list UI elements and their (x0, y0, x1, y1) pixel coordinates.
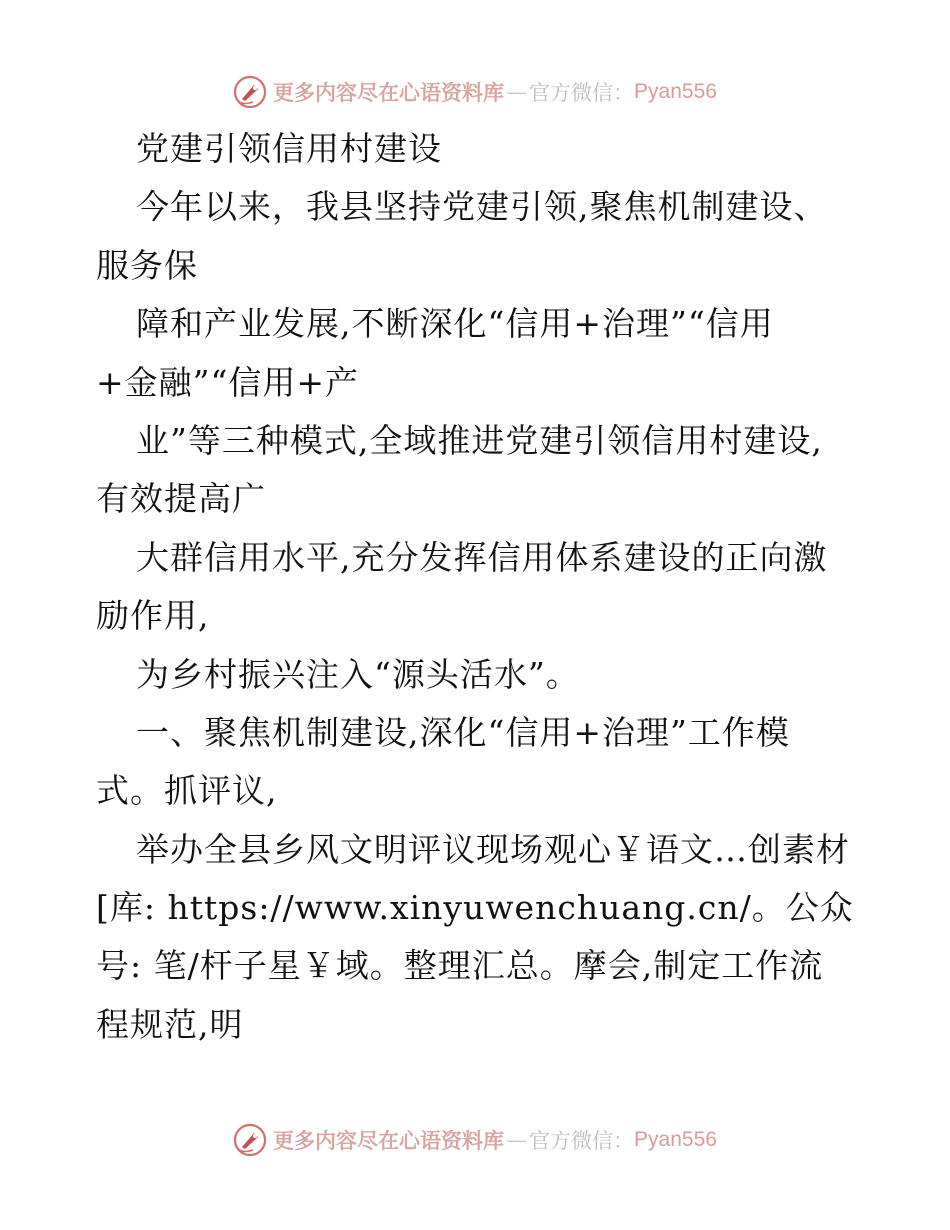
paragraph-line: 举办全县乡风文明评议现场观心￥语文…创素材 (136, 829, 850, 869)
paragraph-line: 有效提高广 (96, 479, 266, 519)
paragraph-line: 励作用, (96, 596, 210, 636)
watermark-wechat-id: Pyan556 (634, 1128, 717, 1151)
watermark-wechat-label: 官方微信： (529, 81, 635, 105)
watermark-text: 更多内容尽在心语资料库 (273, 1128, 505, 1153)
watermark-dash: — (506, 1128, 528, 1152)
watermark-dash: — (506, 80, 528, 104)
document-title: 党建引领信用村建设 (136, 129, 442, 168)
watermark-wechat-label: 官方微信： (529, 1129, 635, 1153)
paragraph-line: 为乡村振兴注入“源头活水”。 (136, 654, 580, 694)
paragraph-line: [库: https://www.xinyuwenchuang.cn/。公众 (96, 888, 854, 928)
document-body (96, 120, 856, 1054)
paragraph-line: 号: 笔/杆子星￥域。整理汇总。摩会,制定工作流 (96, 946, 824, 986)
paragraph-line: 式。抓评议, (96, 771, 278, 811)
header-watermark (0, 72, 950, 112)
paragraph-line: 今年以来，我县坚持党建引领,聚焦机制建设、 (136, 187, 828, 227)
paragraph-line: 大群信用水平,充分发挥信用体系建设的正向激 (136, 537, 828, 577)
paragraph-line: 程规范,明 (96, 1004, 244, 1044)
paragraph-line: 服务保 (96, 245, 198, 285)
paragraph-line: 业”等三种模式,全域推进党建引领信用村建设, (136, 420, 823, 460)
footer-watermark (0, 1120, 950, 1160)
pen-nib-seal-icon (233, 1123, 267, 1157)
paragraph-line: +金融”“信用+产 (96, 362, 360, 402)
paragraph-line: 障和产业发展,不断深化“信用+治理”“信用 (136, 304, 774, 344)
section-heading-line: 一、聚焦机制建设,深化“信用+治理”工作模 (136, 712, 790, 752)
watermark-wechat-id: Pyan556 (634, 80, 717, 103)
pen-nib-seal-icon (233, 75, 267, 109)
watermark-text: 更多内容尽在心语资料库 (273, 80, 505, 105)
